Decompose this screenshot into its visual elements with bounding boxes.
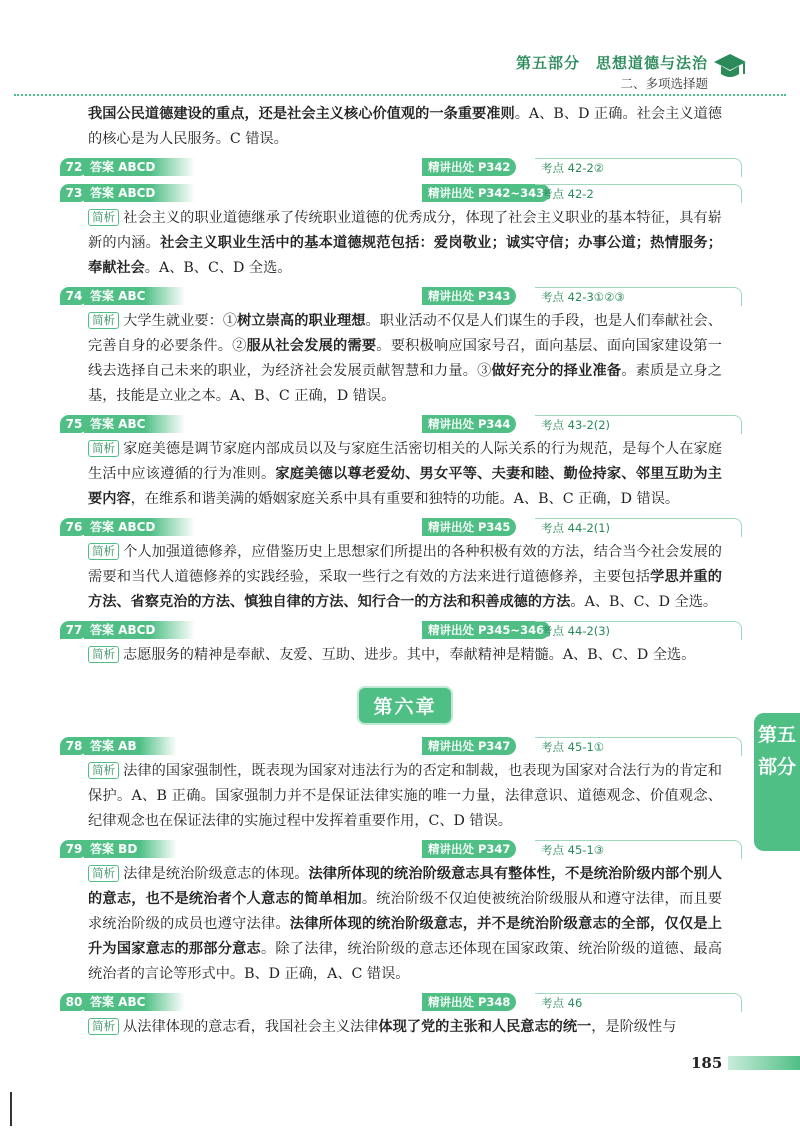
explanation-paragraph	[88, 643, 722, 668]
explanation-text: 个人加强道德修养，应借鉴历史上思想家们所提出的各种积极有效的方法，结合当今社会发展的需要和当代人道德修养的实践经验，采取一些行之有效的方法来进行道德修养，主要包括	[88, 544, 722, 585]
source-reference: 精讲出处 P347	[422, 840, 516, 858]
answer-row	[60, 158, 722, 178]
explanation-paragraph	[88, 437, 722, 512]
knowledge-point: 考点 42-3①②③	[535, 287, 742, 306]
answer-label: 答案 ABC	[84, 415, 185, 433]
chapter-heading-wrap	[88, 688, 722, 723]
content-area	[65, 100, 722, 1040]
knowledge-point: 考点 45-1①	[535, 737, 742, 756]
knowledge-point: 考点 44-2(1)	[535, 518, 742, 537]
explanation-bold-text: 树立崇高的职业理想	[237, 313, 366, 329]
knowledge-point: 考点 42-2②	[535, 158, 742, 177]
source-reference: 精讲出处 P345	[422, 518, 516, 536]
explanation-bold-text: 社会主义职业生活中的基本道德规范包括：爱岗敬业；诚实守信；办事公道；热情服务；奉献社会	[88, 235, 722, 276]
source-reference: 精讲出处 P344	[422, 415, 516, 433]
analysis-label: 简析	[88, 312, 119, 329]
analysis-label: 简析	[88, 865, 119, 882]
header-section-title: 二、多项选择题	[620, 76, 708, 91]
explanation-text: 从法律体现的意志看，我国社会主义法律	[123, 1019, 379, 1035]
intro-bold-text: 我国公民道德建设的重点，还是社会主义核心价值观的一条重要准则	[88, 106, 515, 122]
answer-label: 答案 ABCD	[84, 184, 195, 202]
answer-row	[60, 621, 722, 641]
answer-label: 答案 ABCD	[84, 518, 195, 536]
header-part-title: 第五部分 思想道德与法治	[515, 54, 708, 72]
explanation-text: 社会主义的职业道德继承了传统职业道德的优秀成分，体现了社会主义职业的基本特征，具有崭新的内涵。	[88, 210, 722, 251]
explanation-paragraph	[88, 759, 722, 834]
question-number: 74	[60, 287, 88, 305]
source-reference: 精讲出处 P342	[422, 158, 516, 176]
explanation-text: ，是阶级性与	[591, 1019, 677, 1035]
explanation-paragraph	[88, 862, 722, 987]
knowledge-point: 考点 46	[535, 993, 742, 1012]
answer-label: 答案 ABC	[84, 993, 185, 1011]
question-number: 76	[60, 518, 88, 536]
explanation-text: 志愿服务的精神是奉献、友爱、互助、进步。其中，奉献精神是精髓。A、B、C、D 全选。	[123, 647, 696, 663]
analysis-label: 简析	[88, 440, 119, 457]
source-reference: 精讲出处 P345~346	[422, 621, 550, 639]
scan-artifact-line	[10, 1092, 12, 1126]
chapter-heading: 第六章	[359, 688, 450, 723]
explanation-text: 法律的国家强制性，既表现为国家对违法行为的否定和制裁，也表现为国家对合法行为的肯定和保护。A、B 正确。国家强制力并不是保证法律实施的唯一力量，法律意识、道德观念、价值观念、纪律观念也在保证法律的实施过程中发挥着重要作用，C、D 错误。	[88, 763, 722, 829]
explanation-text: 家庭美德是调节家庭内部成员以及与家庭生活密切相关的人际关系的行为规范，是每个人在家庭生活中应该遵循的行为准则。	[88, 441, 722, 482]
answer-row	[60, 287, 722, 307]
question-number: 72	[60, 158, 88, 176]
explanation-bold-text: 法律所体现的统治阶级意志具有整体性，不是统治阶级内部个别人的意志，也不是统治者个人意志的简单相加	[88, 866, 722, 907]
explanation-text: 。A、B、C、D 全选。	[144, 260, 292, 276]
answer-row	[60, 993, 722, 1013]
explanation-bold-text: 做好充分的择业准备	[491, 363, 622, 379]
analysis-label: 简析	[88, 762, 119, 779]
side-tab-line: 第五	[757, 724, 796, 746]
analysis-label: 简析	[88, 646, 119, 663]
question-number: 78	[60, 737, 88, 755]
explanation-paragraph	[88, 1015, 722, 1040]
header-divider	[14, 94, 786, 96]
explanation-text: ，在维系和谐美满的婚姻家庭关系中具有重要和独特的功能。A、B、C 正确，D 错误。	[130, 491, 680, 507]
explanation-text: 。除了法律，统治阶级的意志还体现在国家政策、统治阶级的道德、最高统治者的言论等形式中。B、D 正确，A、C 错误。	[88, 941, 722, 982]
answer-row	[60, 518, 722, 538]
answer-label: 答案 BD	[84, 840, 177, 858]
question-number: 77	[60, 621, 88, 639]
explanation-paragraph	[88, 206, 722, 281]
knowledge-point: 考点 45-1③	[535, 840, 742, 859]
explanation-bold-text: 学思并重的方法、省察克治的方法、慎独自律的方法、知行合一的方法和积善成德的方法	[88, 569, 722, 610]
explanation-text: 法律是统治阶级意志的体现。	[123, 866, 309, 882]
explanation-paragraph	[88, 309, 722, 409]
source-reference: 精讲出处 P342~343	[422, 184, 550, 202]
answer-row	[60, 840, 722, 860]
explanation-bold-text: 法律所体现的统治阶级意志，并不是统治阶级意志的全部，仅仅是上升为国家意志的那部分意志	[88, 916, 722, 957]
question-number: 75	[60, 415, 88, 433]
source-reference: 精讲出处 P343	[422, 287, 516, 305]
explanation-text: 。素质是立身之基，技能是立业之本。A、B、C 正确，D 错误。	[88, 363, 722, 404]
analysis-label: 简析	[88, 209, 119, 226]
question-number: 79	[60, 840, 88, 858]
answer-row	[60, 184, 722, 204]
source-reference: 精讲出处 P348	[422, 993, 516, 1011]
knowledge-point: 考点 44-2(3)	[535, 621, 742, 640]
source-reference: 精讲出处 P347	[422, 737, 516, 755]
page-number-bar	[728, 1056, 800, 1070]
explanation-text: 。统治阶级不仅迫使被统治阶级服从和遵守法律，而且要求统治阶级的成员也遵守法律。	[88, 891, 722, 932]
explanation-bold-text: 家庭美德以尊老爱幼、男女平等、夫妻和睦、勤俭持家、邻里互助为主要内容	[88, 466, 722, 507]
answer-label: 答案 AB	[84, 737, 177, 755]
intro-paragraph	[88, 102, 722, 152]
explanation-text: 。要积极响应国家号召，面向基层、面向国家建设第一线去选择自己未来的职业，为经济社会发展贡献智慧和力量。③	[88, 338, 722, 379]
explanation-bold-text: 体现了党的主张和人民意志的统一	[378, 1019, 592, 1035]
analysis-label: 简析	[88, 1018, 119, 1035]
knowledge-point: 考点 43-2(2)	[535, 415, 742, 434]
intro-text: 。A、B、D 正确。社会主义道德的核心是为人民服务。C 错误。	[88, 106, 722, 147]
side-tab-line: 部分	[757, 756, 796, 778]
answer-label: 答案 ABCD	[84, 621, 195, 639]
graduation-cap-icon	[712, 50, 748, 82]
answer-row	[60, 737, 722, 757]
explanation-bold-text: 服从社会发展的需要	[246, 338, 377, 354]
question-number: 80	[60, 993, 88, 1011]
question-number: 73	[60, 184, 88, 202]
answer-row	[60, 415, 722, 435]
explanation-paragraph	[88, 540, 722, 615]
part-side-tab	[754, 713, 800, 851]
page-number: 185	[691, 1054, 723, 1072]
explanation-text: 。职业活动不仅是人们谋生的手段，也是人们奉献社会、完善自身的必要条件。②	[88, 313, 722, 354]
explanation-text: 大学生就业要：①	[123, 313, 238, 329]
knowledge-point: 考点 42-2	[535, 184, 742, 203]
explanation-text: 。A、B、C、D 全选。	[570, 594, 718, 610]
answer-label: 答案 ABC	[84, 287, 185, 305]
answer-label: 答案 ABCD	[84, 158, 195, 176]
analysis-label: 简析	[88, 543, 119, 560]
